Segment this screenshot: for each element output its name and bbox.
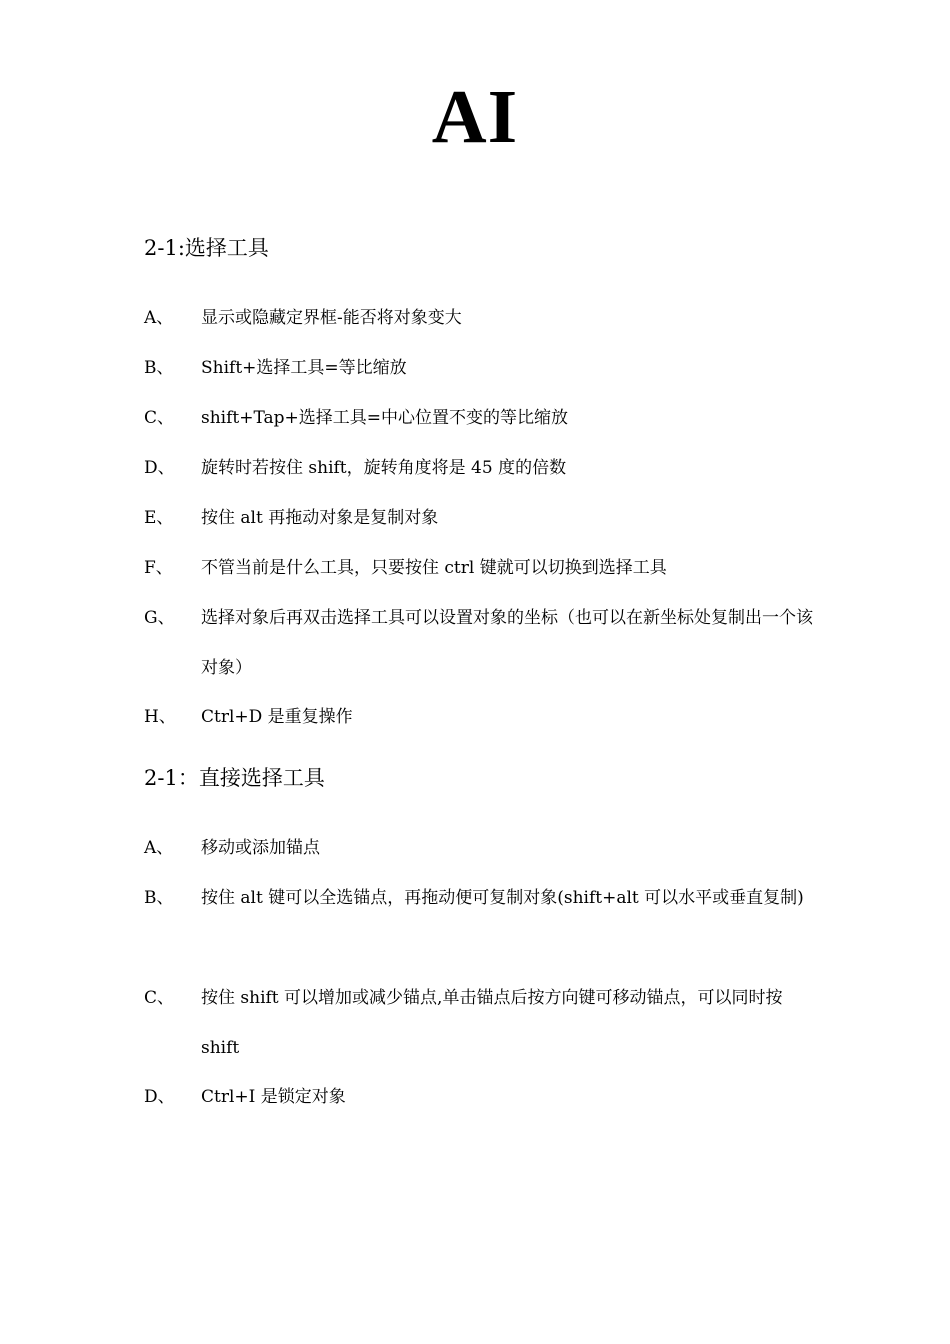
document-title: AI xyxy=(431,75,519,159)
list-item-marker: A、 xyxy=(144,838,174,858)
list-item xyxy=(144,823,824,873)
list-item-text: Shift+选择工具=等比缩放 xyxy=(201,358,407,378)
list-item-marker: H、 xyxy=(144,707,176,727)
list-item xyxy=(144,343,824,393)
list-item-text: 按住 alt 键可以全选锚点，再拖动便可复制对象(shift+alt 可以水平或垂直复制) xyxy=(201,888,804,908)
list-item-text: 按住 alt 再拖动对象是复制对象 xyxy=(201,508,439,528)
list-item-text: 按住 shift 可以增加或减少锚点,单击锚点后按方向键可移动锚点，可以同时按 shift xyxy=(201,988,783,1058)
list-item-marker: C、 xyxy=(144,988,175,1008)
list-item-text: 旋转时若按住 shift，旋转角度将是 45 度的倍数 xyxy=(201,458,567,478)
list-item-marker: A、 xyxy=(144,308,174,328)
list-item-text: 选择对象后再双击选择工具可以设置对象的坐标（也可以在新坐标处复制出一个该对象） xyxy=(201,608,813,678)
list-item xyxy=(144,393,824,443)
list-item-text: shift+Tap+选择工具=中心位置不变的等比缩放 xyxy=(201,408,569,428)
list-item-text: Ctrl+I 是锁定对象 xyxy=(201,1087,346,1107)
list-item xyxy=(144,973,824,1073)
list-item xyxy=(144,873,824,923)
list-item-marker: C、 xyxy=(144,408,175,428)
list-item-text: 显示或隐藏定界框-能否将对象变大 xyxy=(201,308,462,328)
list-item-text: Ctrl+D 是重复操作 xyxy=(201,707,353,727)
list-item xyxy=(144,593,824,693)
list-item-marker: B、 xyxy=(144,888,174,908)
list-item xyxy=(144,543,824,593)
list-item xyxy=(144,692,824,742)
list-item xyxy=(144,443,824,493)
section-heading-direct-selection-tool: 2-1：直接选择工具 xyxy=(144,766,325,790)
list-item-marker: B、 xyxy=(144,358,174,378)
list-item-marker: D、 xyxy=(144,1087,175,1107)
list-item-marker: G、 xyxy=(144,608,175,628)
list-item-marker: D、 xyxy=(144,458,175,478)
list-item-marker: E、 xyxy=(144,508,174,528)
list-item xyxy=(144,1072,824,1122)
list-item xyxy=(144,293,824,343)
section-heading-selection-tool: 2-1:选择工具 xyxy=(144,236,269,260)
list-item-marker: F、 xyxy=(144,558,173,578)
list-item xyxy=(144,493,824,543)
list-item-text: 移动或添加锚点 xyxy=(201,838,320,858)
list-item-text: 不管当前是什么工具，只要按住 ctrl 键就可以切换到选择工具 xyxy=(201,558,667,578)
